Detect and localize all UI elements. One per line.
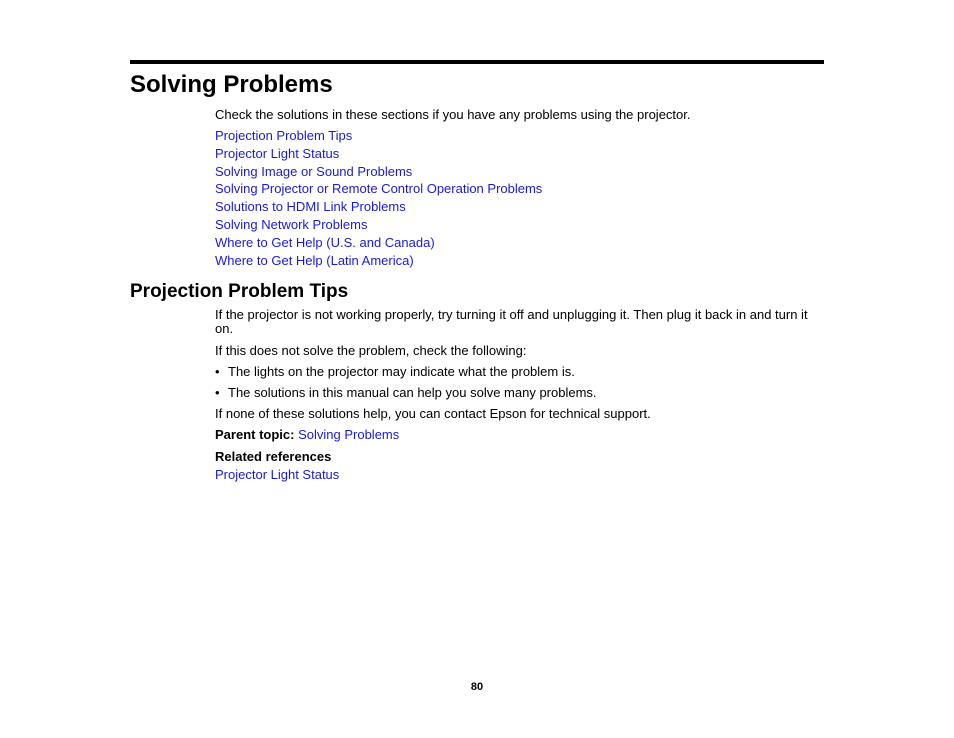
list-item [215,216,542,234]
list-item [215,180,542,198]
link-network-problems[interactable]: Solving Network Problems [215,216,368,232]
parent-topic-link[interactable]: Solving Problems [298,427,400,442]
list-item [215,198,542,216]
bullet-glyph: • [215,385,220,400]
paragraph-check: If this does not solve the problem, check the following: [215,343,527,358]
bullet-text: The lights on the projector may indicate what the problem is. [228,364,575,379]
related-link-projector-light-status[interactable]: Projector Light Status [215,467,340,482]
list-item [215,127,542,145]
intro-text: Check the solutions in these sections if you have any problems using the projector. [215,107,691,122]
link-projector-light-status[interactable]: Projector Light Status [215,145,340,161]
list-item [215,386,597,407]
bullet-glyph: • [215,364,220,379]
link-projection-problem-tips[interactable]: Projection Problem Tips [215,128,353,143]
related-references-heading: Related references [215,449,332,464]
bullet-list [215,365,597,407]
list-item [215,365,597,386]
page-title: Solving Problems [130,71,333,98]
list-item [215,163,542,181]
section-link-list [215,127,542,269]
paragraph-support: If none of these solutions help, you can contact Epson for technical support. [215,406,651,421]
link-hdmi-link-problems[interactable]: Solutions to HDMI Link Problems [215,199,406,215]
list-item [215,145,542,163]
paragraph-restart: If the projector is not working properly, try turning it off and unplugging it. Then plug it back in and turn it on. [215,307,808,336]
list-item [215,252,542,270]
section-heading: Projection Problem Tips [130,281,349,302]
top-rule [130,60,824,64]
link-solving-projector-remote[interactable]: Solving Projector or Remote Control Operation Problems [215,181,543,197]
page-number: 80 [470,681,484,693]
link-help-latin-america[interactable]: Where to Get Help (Latin America) [215,252,414,268]
bullet-text: The solutions in this manual can help you solve many problems. [228,385,597,400]
link-solving-image-sound[interactable]: Solving Image or Sound Problems [215,163,413,179]
parent-topic [215,428,399,442]
parent-topic-label: Parent topic: [215,427,295,442]
list-item [215,234,542,252]
link-help-us-canada[interactable]: Where to Get Help (U.S. and Canada) [215,234,435,250]
